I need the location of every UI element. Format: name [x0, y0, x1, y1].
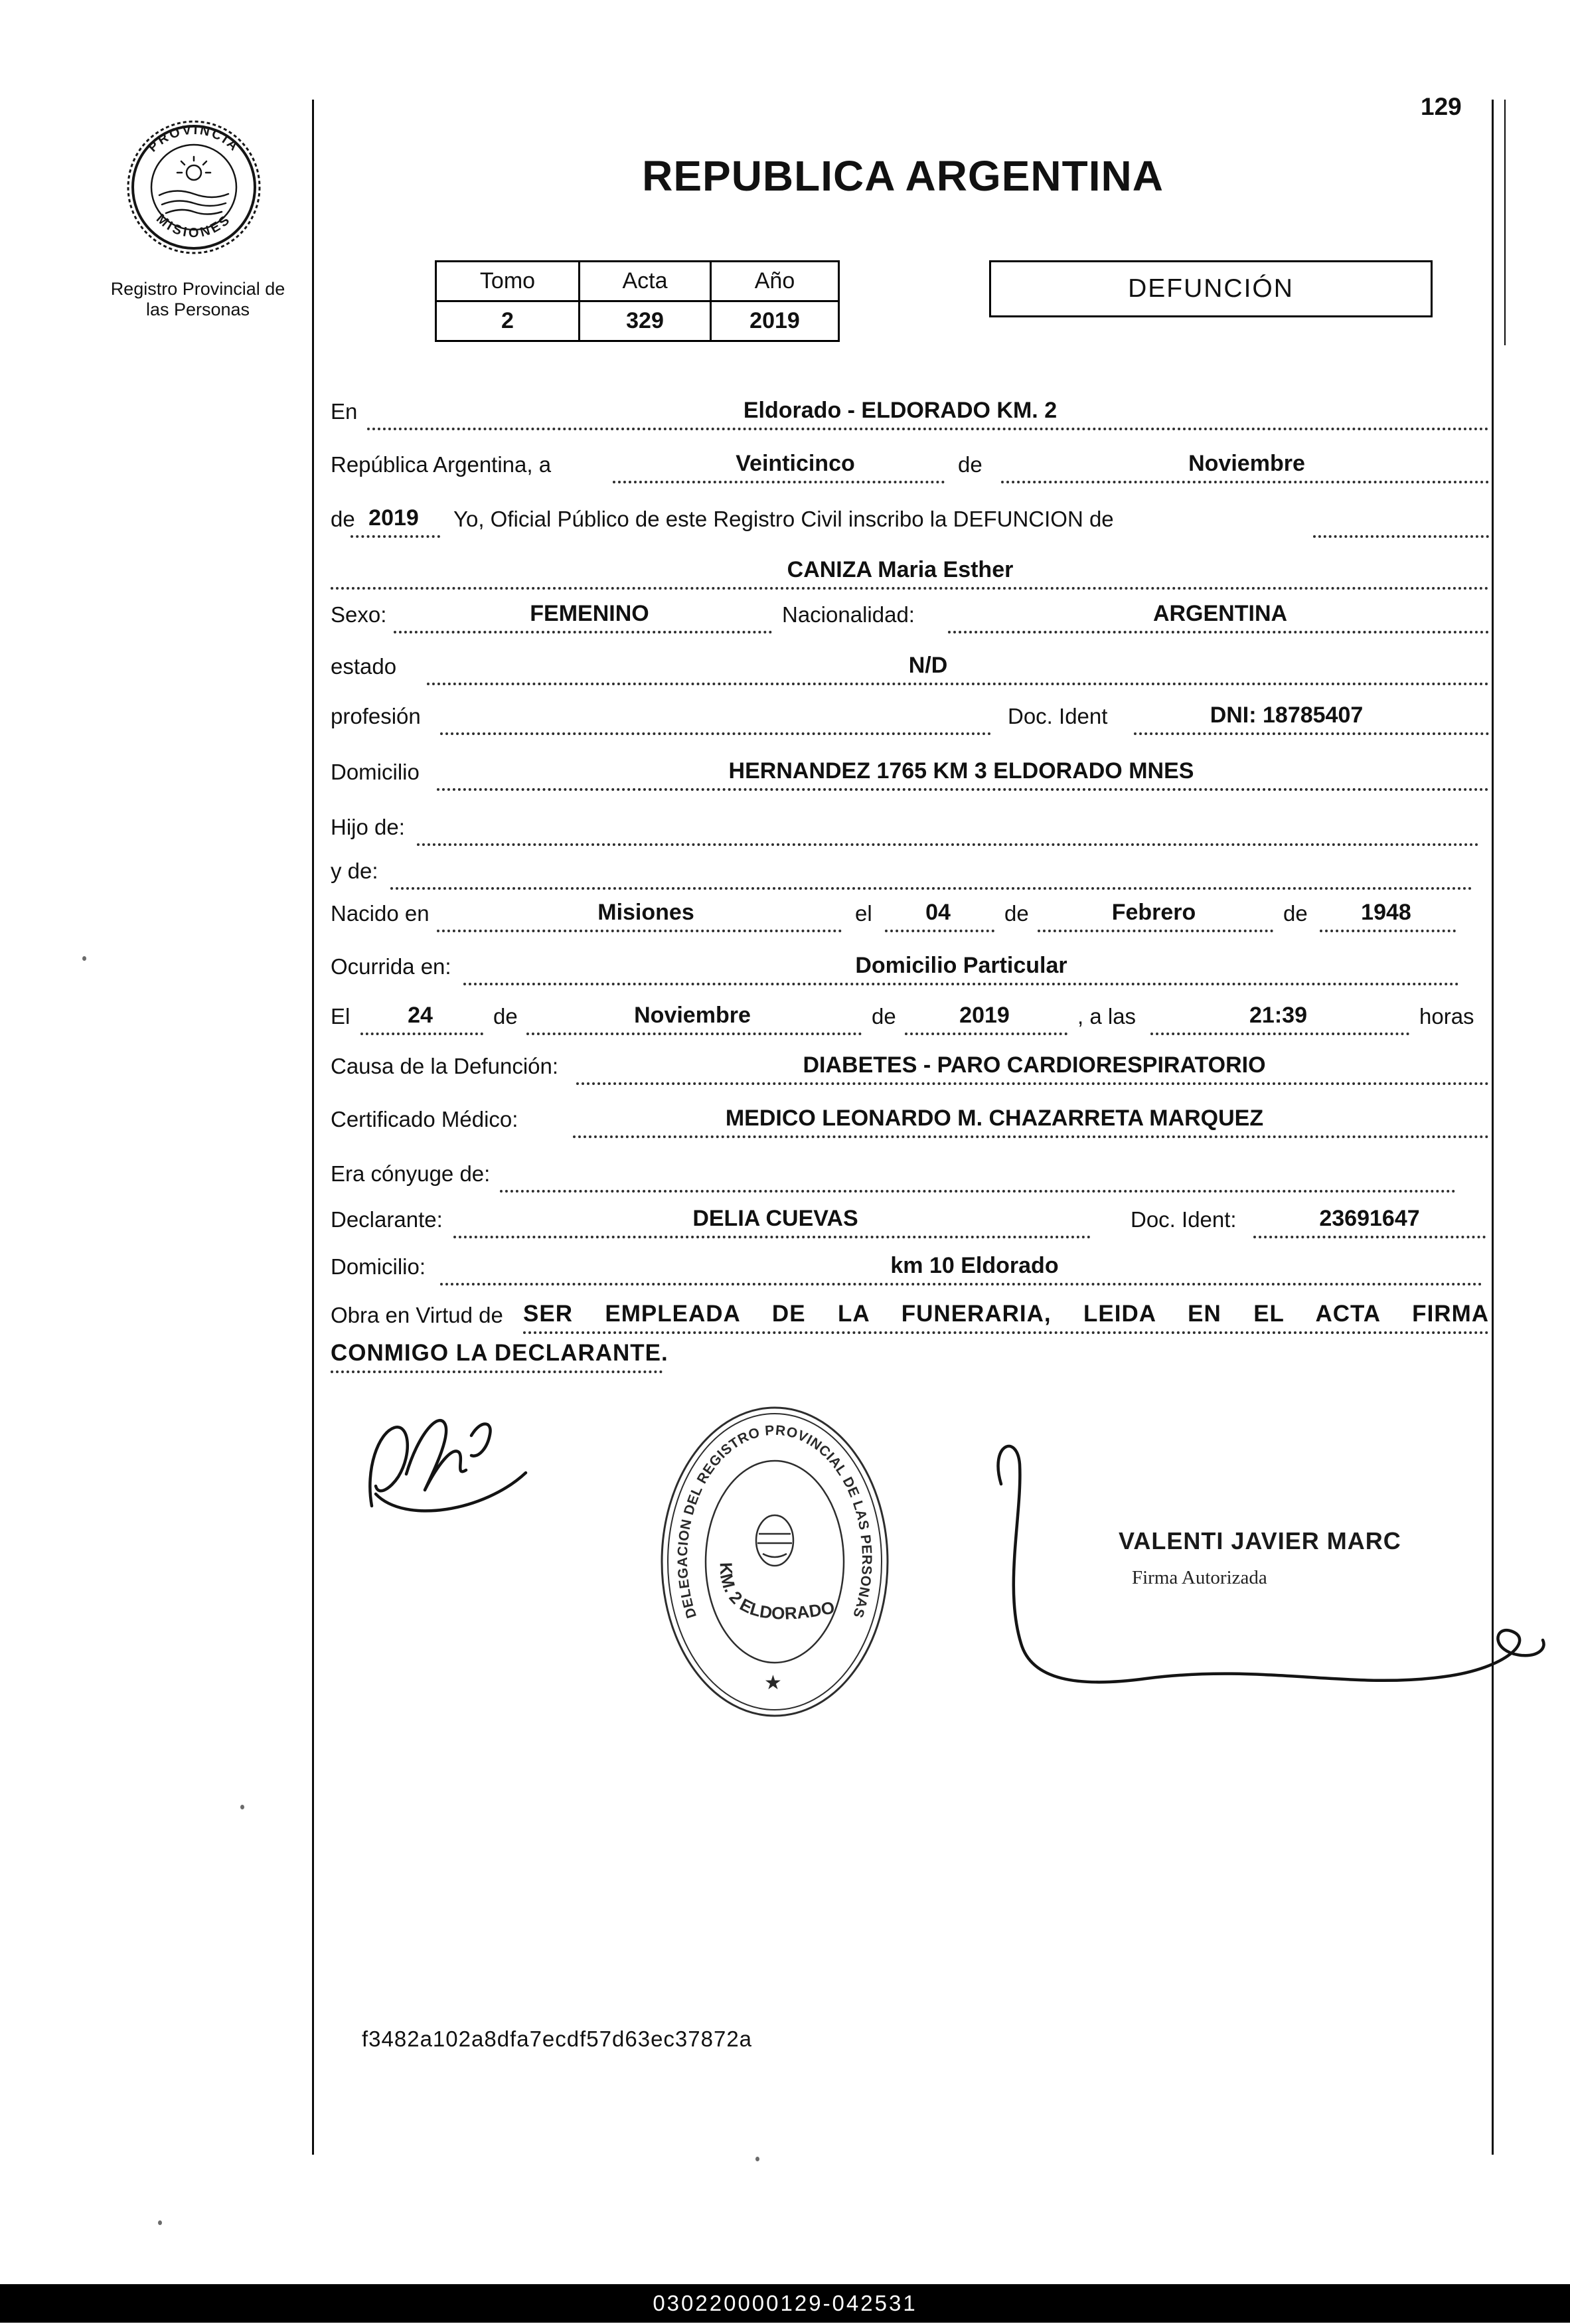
- row-date-words: [331, 450, 1491, 485]
- svg-text:KM. 2 ELDORADO: [716, 1562, 838, 1623]
- field-value: 1948: [1361, 900, 1411, 925]
- field-value: 04: [925, 900, 951, 925]
- field-label: de: [958, 452, 982, 477]
- svg-text:MISIONES: [153, 211, 234, 240]
- footer-code: 030220000129-042531: [653, 2291, 917, 2315]
- scan-speck: [82, 956, 86, 961]
- field-label: Yo, Oficial Público de este Registro Civil inscribo la DEFUNCION de: [453, 507, 1114, 531]
- field-label: Domicilio: [331, 760, 420, 784]
- dotted-line: [351, 535, 440, 538]
- right-border-line: [1492, 100, 1494, 2155]
- field-value: 2019: [959, 1003, 1010, 1028]
- row-mother: [331, 857, 1491, 891]
- record-table-value-anio: 2019: [712, 302, 840, 342]
- dotted-line: [394, 631, 772, 633]
- stamp-star-icon: ★: [764, 1672, 782, 1694]
- page-number: 129: [1421, 93, 1462, 120]
- row-declarant-address: [331, 1252, 1491, 1287]
- dotted-line: [453, 1236, 1091, 1238]
- field-label: República Argentina, a: [331, 452, 552, 477]
- field-value: Eldorado - ELDORADO KM. 2: [743, 398, 1058, 423]
- svg-text:DELEGACION DEL REGISTRO PROVIN: [675, 1423, 874, 1620]
- field-label: Doc. Ident:: [1131, 1207, 1237, 1232]
- field-value: HERNANDEZ 1765 KM 3 ELDORADO MNES: [728, 758, 1194, 784]
- dotted-line: [1320, 930, 1456, 932]
- scan-speck: [240, 1805, 244, 1809]
- field-value: 2019: [368, 505, 419, 531]
- field-label: de: [872, 1004, 896, 1029]
- left-border-line: [312, 100, 314, 2155]
- field-value: DELIA CUEVAS: [692, 1206, 858, 1231]
- row-birth: [331, 899, 1491, 934]
- dotted-line: [576, 1082, 1489, 1085]
- dotted-line: [360, 1033, 483, 1035]
- row-spouse: [331, 1159, 1491, 1194]
- dotted-line: [331, 1370, 663, 1373]
- row-year-inscription: [331, 505, 1491, 539]
- field-value: 23691647: [1319, 1206, 1420, 1231]
- record-table-header-anio: Año: [712, 262, 840, 302]
- field-label: Sexo:: [331, 602, 387, 627]
- declarant-signature: [358, 1394, 551, 1544]
- seal-landscape-icon: [159, 157, 228, 214]
- logo-caption: Registro Provincial de las Personas: [110, 279, 285, 319]
- dotted-line: [613, 481, 945, 483]
- dotted-line: [440, 1283, 1482, 1286]
- official-signature-flourish: [976, 1421, 1570, 1706]
- field-label: Nacionalidad:: [782, 602, 915, 627]
- row-profession-doc: [331, 702, 1491, 736]
- row-medical-certificate: [331, 1105, 1491, 1139]
- field-value: Noviembre: [1188, 451, 1305, 476]
- document-hash: f3482a102a8dfa7ecdf57d63ec37872a: [362, 2027, 753, 2051]
- record-table-header-acta: Acta: [580, 262, 712, 302]
- field-value: DIABETES - PARO CARDIORESPIRATORIO: [803, 1052, 1266, 1078]
- field-label: y de:: [331, 859, 378, 883]
- dotted-line: [905, 1033, 1067, 1035]
- official-role: Firma Autorizada: [1132, 1567, 1267, 1588]
- field-label: de: [1004, 901, 1029, 926]
- row-declarant: [331, 1205, 1491, 1240]
- row-deceased-name: [331, 556, 1491, 591]
- row-father: [331, 813, 1491, 847]
- field-label: Hijo de:: [331, 815, 405, 839]
- field-label: El: [331, 1004, 351, 1029]
- row-death-place: [331, 952, 1491, 987]
- footer-code-bar: [0, 2284, 1570, 2323]
- dotted-line: [885, 930, 994, 932]
- dotted-line: [1150, 1033, 1409, 1035]
- field-label: de: [493, 1004, 518, 1029]
- seal-bottom-text: MISIONES: [153, 211, 234, 241]
- field-label: el: [855, 901, 872, 926]
- seal-top-text: PROVINCIA: [145, 122, 242, 155]
- scan-speck: [158, 2220, 162, 2225]
- dotted-line: [437, 788, 1489, 791]
- row-authority-2: [331, 1340, 1491, 1374]
- dotted-line: [463, 983, 1459, 985]
- document-title: REPUBLICA ARGENTINA: [642, 152, 1164, 200]
- field-value: N/D: [908, 653, 948, 678]
- dotted-line: [1253, 1236, 1486, 1238]
- dotted-line: [1038, 930, 1273, 932]
- right-border-line-secondary: [1504, 100, 1506, 345]
- scan-speck: [755, 2157, 759, 2161]
- row-address: [331, 758, 1491, 792]
- record-type-box: DEFUNCIÓN: [989, 260, 1433, 317]
- field-value: DNI: 18785407: [1210, 703, 1364, 728]
- field-value: SER EMPLEADA DE LA FUNERARIA, LEIDA EN EL ACTA FIRMA: [523, 1301, 1489, 1327]
- dotted-line: [390, 887, 1472, 890]
- field-label: estado: [331, 654, 397, 679]
- row-civil-status: [331, 652, 1491, 687]
- dotted-line: [437, 930, 842, 932]
- row-sex-nationality: [331, 600, 1491, 635]
- dotted-line: [367, 428, 1489, 430]
- dotted-line: [526, 1033, 862, 1035]
- official-name: VALENTI JAVIER MARC: [1119, 1527, 1401, 1554]
- dotted-line: [1001, 481, 1489, 483]
- row-death-date: [331, 1002, 1491, 1037]
- field-value: 24: [408, 1003, 433, 1028]
- dotted-line: [331, 587, 1489, 590]
- field-label: Causa de la Defunción:: [331, 1054, 559, 1078]
- row-cause: [331, 1052, 1491, 1086]
- field-value: MEDICO LEONARDO M. CHAZARRETA MARQUEZ: [725, 1106, 1264, 1131]
- provincial-seal-logo: [123, 117, 264, 258]
- field-value: km 10 Eldorado: [890, 1253, 1059, 1278]
- field-label: Era cónyuge de:: [331, 1161, 491, 1186]
- field-value: FEMENINO: [530, 601, 649, 626]
- field-value: CONMIGO LA DECLARANTE.: [331, 1340, 668, 1366]
- field-value: Domicilio Particular: [855, 953, 1067, 978]
- record-table: [435, 260, 840, 342]
- dotted-line: [523, 1331, 1489, 1334]
- field-label: de: [1283, 901, 1308, 926]
- dotted-line: [948, 631, 1489, 633]
- field-label: Nacido en: [331, 901, 430, 926]
- field-label: Ocurrida en:: [331, 954, 451, 979]
- record-table-value-acta: 329: [580, 302, 712, 342]
- field-label: Doc. Ident: [1008, 704, 1108, 728]
- field-label: de: [331, 507, 355, 531]
- record-table-header-tomo: Tomo: [437, 262, 580, 302]
- stamp-ring-text: DELEGACION DEL REGISTRO PROVINCIAL DE LAS PERSONAS: [674, 1422, 875, 1620]
- dotted-line: [417, 843, 1479, 846]
- field-value: Misiones: [597, 900, 694, 925]
- registry-oval-stamp: [654, 1402, 898, 1722]
- field-value: 21:39: [1249, 1003, 1307, 1028]
- dotted-line: [1313, 535, 1489, 538]
- field-value: ARGENTINA: [1152, 601, 1288, 626]
- deceased-name: CANIZA Maria Esther: [787, 557, 1014, 582]
- field-label: En: [331, 399, 358, 424]
- field-value: Veinticinco: [736, 451, 855, 476]
- dotted-line: [1134, 732, 1489, 735]
- dotted-line: [440, 732, 991, 735]
- field-label: horas: [1419, 1004, 1474, 1029]
- field-value: Noviembre: [634, 1003, 751, 1028]
- field-label: Declarante:: [331, 1207, 443, 1232]
- record-table-value-tomo: 2: [437, 302, 580, 342]
- field-label: profesión: [331, 704, 421, 728]
- field-label: , a las: [1077, 1004, 1137, 1029]
- row-authority-1: [331, 1301, 1491, 1335]
- field-label: Certificado Médico:: [331, 1107, 518, 1131]
- field-value: Febrero: [1111, 900, 1196, 925]
- stamp-inner-text: KM. 2 ELDORADO: [716, 1562, 838, 1623]
- dotted-line: [427, 683, 1489, 685]
- field-label: Domicilio:: [331, 1254, 426, 1279]
- field-label: Obra en Virtud de: [331, 1303, 503, 1327]
- dotted-line: [500, 1190, 1456, 1193]
- row-place: [331, 397, 1491, 432]
- stamp-crest-icon: [756, 1515, 793, 1566]
- dotted-line: [573, 1135, 1489, 1138]
